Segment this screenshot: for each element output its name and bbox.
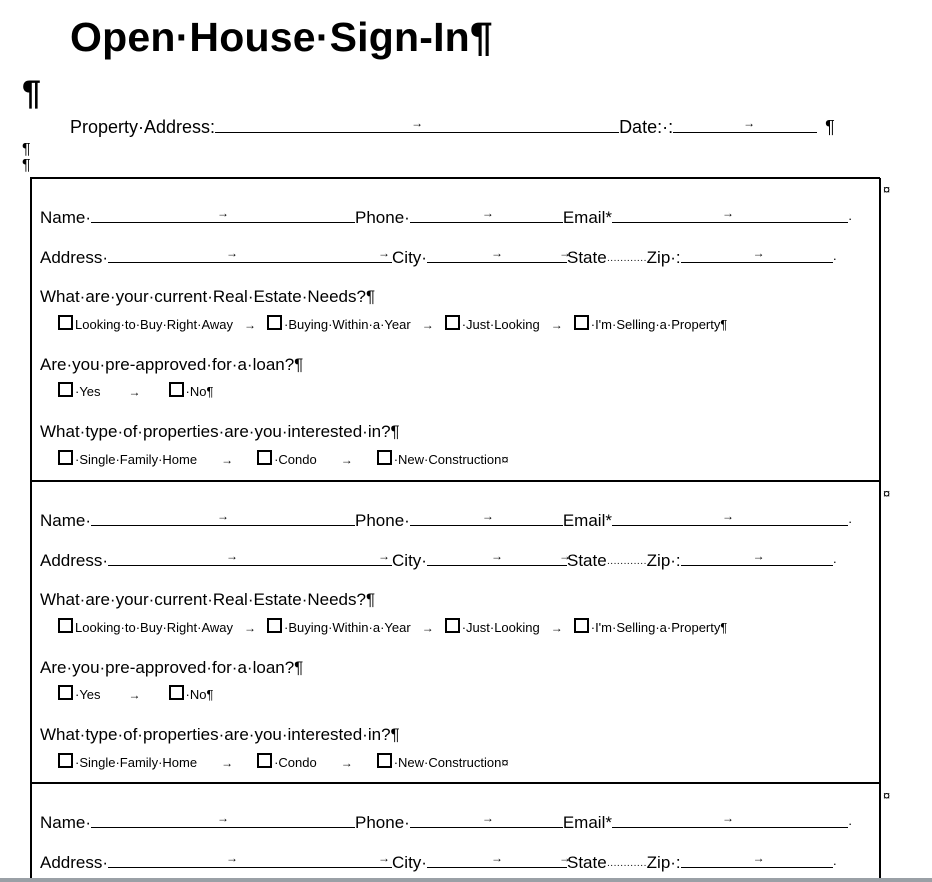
- loan-question: Are·you·pre-approved·for·a·loan?¶: [40, 658, 304, 677]
- checkbox[interactable]: [574, 315, 589, 330]
- loan-question: Are·you·pre-approved·for·a·loan?¶: [40, 355, 304, 374]
- zip-label: Zip·:: [646, 853, 681, 872]
- checkbox[interactable]: [58, 685, 73, 700]
- date-field[interactable]: →: [673, 116, 817, 133]
- option-label: ·Yes: [75, 687, 101, 702]
- option-label: ·Buying·Within·a·Year: [284, 620, 411, 635]
- city-field[interactable]: → →: [427, 851, 567, 868]
- option-label: ·Single·Family·Home: [75, 452, 198, 467]
- type-options: ·Single·Family·Home → ·Condo → ·New·Construction¤: [58, 753, 509, 770]
- phone-label: Phone·: [355, 511, 410, 530]
- option-label: Looking·to·Buy·Right·Away: [75, 317, 233, 332]
- email-field[interactable]: →: [612, 509, 848, 526]
- sign-in-entry: [30, 480, 880, 784]
- checkbox[interactable]: [377, 753, 392, 768]
- property-address-label: Property·Address:: [70, 117, 216, 137]
- name-field[interactable]: →: [91, 811, 355, 828]
- phone-field[interactable]: →: [410, 509, 563, 526]
- name-phone-email-line: Name· → Phone· → Email* → ·: [40, 811, 853, 832]
- address-label: Address·: [40, 853, 109, 872]
- checkbox[interactable]: [377, 450, 392, 465]
- email-label: Email*: [562, 813, 612, 832]
- option-label: Looking·to·Buy·Right·Away: [75, 620, 233, 635]
- option-label: ·I'm·Selling·a·Property¶: [590, 620, 728, 635]
- option-label: ·I'm·Selling·a·Property¶: [590, 317, 728, 332]
- option-label: ·New·Construction¤: [393, 755, 509, 770]
- city-label: City·: [392, 551, 427, 570]
- needs-options: Looking·to·Buy·Right·Away → ·Buying·Within·a·Year → ·Just·Looking → ·I'm·Selling·a·Property¶: [58, 618, 727, 635]
- name-phone-email-line: Name· → Phone· → Email* → ·: [40, 509, 853, 530]
- address-label: Address·: [40, 248, 109, 267]
- paragraph-mark: ¶: [22, 141, 31, 158]
- state-field[interactable]: ············: [606, 255, 647, 266]
- zip-field[interactable]: →: [681, 246, 833, 263]
- checkbox[interactable]: [58, 753, 73, 768]
- option-label: ·Condo: [274, 755, 317, 770]
- property-address-field[interactable]: →: [215, 116, 619, 133]
- checkbox[interactable]: [169, 685, 184, 700]
- state-label: State: [566, 248, 607, 267]
- phone-label: Phone·: [355, 813, 410, 832]
- state-field[interactable]: ············: [606, 558, 647, 569]
- checkbox[interactable]: [574, 618, 589, 633]
- name-label: Name·: [40, 813, 92, 832]
- zip-field[interactable]: →: [681, 851, 833, 868]
- city-field[interactable]: → →: [427, 549, 567, 566]
- checkbox[interactable]: [445, 315, 460, 330]
- checkbox[interactable]: [267, 618, 282, 633]
- sign-in-entry: [30, 782, 880, 880]
- zip-label: Zip·:: [646, 551, 681, 570]
- address-city-state-zip-line: Address· → → City· → → State············Zip·: → ·: [40, 549, 837, 570]
- loan-options: ·Yes → ·No¶: [58, 382, 213, 399]
- option-label: ·No¶: [185, 687, 214, 702]
- type-question: What·type·of·properties·are·you·interested·in?¶: [40, 422, 400, 441]
- state-label: State: [566, 853, 607, 872]
- checkbox[interactable]: [58, 450, 73, 465]
- cell-end-mark: ¤: [883, 788, 891, 803]
- needs-options: Looking·to·Buy·Right·Away → ·Buying·Within·a·Year → ·Just·Looking → ·I'm·Selling·a·Property¶: [58, 315, 727, 332]
- option-label: ·New·Construction¤: [393, 452, 509, 467]
- state-field[interactable]: ············: [606, 860, 647, 871]
- date-label: Date:·:: [619, 117, 674, 137]
- checkbox[interactable]: [257, 450, 272, 465]
- window-bottom-edge: [0, 878, 932, 882]
- address-field[interactable]: → →: [108, 851, 392, 868]
- email-label: Email*: [562, 208, 612, 227]
- name-label: Name·: [40, 511, 92, 530]
- option-label: ·Just·Looking: [461, 317, 540, 332]
- option-label: ·Just·Looking: [461, 620, 540, 635]
- city-label: City·: [392, 248, 427, 267]
- phone-field[interactable]: →: [410, 206, 563, 223]
- email-field[interactable]: →: [612, 811, 848, 828]
- zip-field[interactable]: →: [681, 549, 833, 566]
- city-label: City·: [392, 853, 427, 872]
- city-field[interactable]: → →: [427, 246, 567, 263]
- checkbox[interactable]: [445, 618, 460, 633]
- address-city-state-zip-line: Address· → → City· → → State············Zip·: → ·: [40, 851, 837, 872]
- checkbox[interactable]: [257, 753, 272, 768]
- phone-field[interactable]: →: [410, 811, 563, 828]
- zip-label: Zip·:: [646, 248, 681, 267]
- state-label: State: [566, 551, 607, 570]
- checkbox[interactable]: [58, 618, 73, 633]
- checkbox[interactable]: [169, 382, 184, 397]
- phone-label: Phone·: [355, 208, 410, 227]
- type-options: ·Single·Family·Home → ·Condo → ·New·Construction¤: [58, 450, 509, 467]
- property-address-line: [70, 116, 835, 138]
- checkbox[interactable]: [58, 382, 73, 397]
- checkbox[interactable]: [267, 315, 282, 330]
- address-field[interactable]: → →: [108, 246, 392, 263]
- name-phone-email-line: Name· → Phone· → Email* → ·: [40, 206, 853, 227]
- page-title: Open·House·Sign-In¶: [70, 14, 493, 60]
- address-label: Address·: [40, 551, 109, 570]
- option-label: ·Yes: [75, 384, 101, 399]
- sign-in-entry: [30, 177, 880, 482]
- paragraph-mark: ¶: [22, 74, 41, 112]
- needs-question: What·are·your·current·Real·Estate·Needs?¶: [40, 590, 376, 609]
- address-field[interactable]: → →: [108, 549, 392, 566]
- type-question: What·type·of·properties·are·you·interested·in?¶: [40, 725, 400, 744]
- email-label: Email*: [562, 511, 612, 530]
- needs-question: What·are·your·current·Real·Estate·Needs?¶: [40, 287, 376, 306]
- option-label: ·Single·Family·Home: [75, 755, 198, 770]
- paragraph-mark: ¶: [825, 117, 835, 137]
- option-label: ·Condo: [274, 452, 317, 467]
- cell-end-mark: ¤: [883, 182, 891, 197]
- cell-end-mark: ¤: [883, 486, 891, 501]
- loan-options: ·Yes → ·No¶: [58, 685, 213, 702]
- paragraph-mark: ¶: [22, 157, 31, 174]
- email-field[interactable]: →: [612, 206, 848, 223]
- name-field[interactable]: →: [91, 509, 355, 526]
- address-city-state-zip-line: Address· → → City· → → State············Zip·: → ·: [40, 246, 837, 267]
- option-label: ·No¶: [185, 384, 214, 399]
- option-label: ·Buying·Within·a·Year: [284, 317, 411, 332]
- name-field[interactable]: →: [91, 206, 355, 223]
- name-label: Name·: [40, 208, 92, 227]
- checkbox[interactable]: [58, 315, 73, 330]
